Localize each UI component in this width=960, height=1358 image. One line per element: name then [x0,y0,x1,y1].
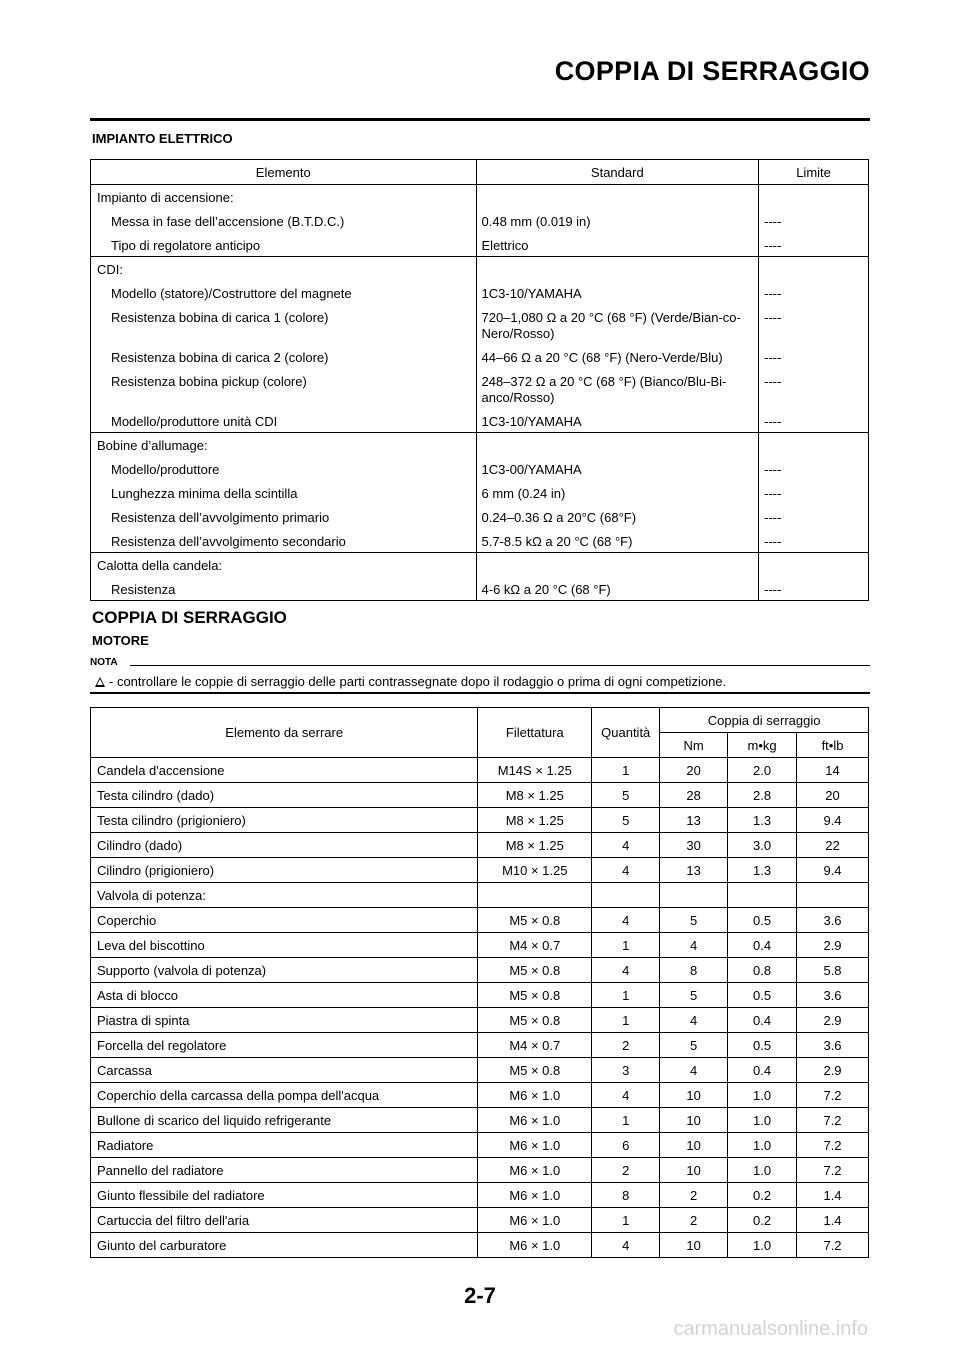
cell-item: CDI: [91,257,477,281]
cell-thread: M6 × 1.0 [478,1133,592,1158]
cell-part: Testa cilindro (dado) [91,783,478,808]
cell-item: Lunghezza minima della scintilla [91,481,477,505]
table-row [91,209,869,233]
table-row [91,808,869,833]
cell-ftlb: 7.2 [797,1108,869,1133]
table-row [91,933,869,958]
cell-qty: 4 [592,1233,660,1258]
cell-thread: M8 × 1.25 [478,783,592,808]
cell-mkg: 0.2 [728,1208,797,1233]
cell-nm: 10 [660,1083,728,1108]
cell-mkg [728,883,797,908]
cell-ftlb [797,883,869,908]
cell-mkg: 0.5 [728,983,797,1008]
cell-limit: ---- [759,305,869,345]
cell-part: Supporto (valvola di potenza) [91,958,478,983]
cell-mkg: 0.5 [728,1033,797,1058]
cell-ftlb: 5.8 [797,958,869,983]
table-row [91,345,869,369]
column-header-nm: Nm [660,733,728,758]
cell-qty: 8 [592,1183,660,1208]
cell-standard [476,433,759,457]
cell-item: Resistenza [91,577,477,601]
cell-nm: 5 [660,908,728,933]
watermark: carmanualsonline.info [673,1318,868,1340]
table-row [91,505,869,529]
cell-qty: 4 [592,858,660,883]
column-header-mkg: m•kg [728,733,797,758]
cell-mkg: 0.4 [728,1058,797,1083]
cell-thread: M6 × 1.0 [478,1108,592,1133]
cell-part: Cartuccia del filtro dell'aria [91,1208,478,1233]
cell-ftlb: 1.4 [797,1183,869,1208]
cell-mkg: 0.4 [728,1008,797,1033]
cell-mkg: 1.0 [728,1108,797,1133]
table-row [91,983,869,1008]
cell-ftlb: 9.4 [797,858,869,883]
cell-ftlb: 2.9 [797,933,869,958]
cell-mkg: 3.0 [728,833,797,858]
cell-qty: 1 [592,1108,660,1133]
cell-qty: 4 [592,958,660,983]
cell-mkg: 1.0 [728,1233,797,1258]
table-row [91,1008,869,1033]
cell-limit [759,553,869,577]
note [95,674,726,689]
cell-limit [759,185,869,209]
cell-limit: ---- [759,281,869,305]
cell-ftlb: 3.6 [797,908,869,933]
cell-ftlb: 7.2 [797,1158,869,1183]
cell-thread: M6 × 1.0 [478,1208,592,1233]
cell-mkg: 2.0 [728,758,797,783]
cell-limit [759,257,869,281]
cell-mkg: 1.0 [728,1133,797,1158]
cell-nm: 13 [660,858,728,883]
cell-thread: M6 × 1.0 [478,1158,592,1183]
cell-standard [476,553,759,577]
cell-item: Impianto di accensione: [91,185,477,209]
table-row [91,433,869,457]
cell-thread: M14S × 1.25 [478,758,592,783]
engine-subheading: MOTORE [92,633,149,648]
table-row [91,1058,869,1083]
cell-limit: ---- [759,577,869,601]
cell-standard [476,185,759,209]
cell-limit: ---- [759,209,869,233]
cell-thread: M5 × 0.8 [478,908,592,933]
cell-ftlb: 3.6 [797,983,869,1008]
table-row [91,481,869,505]
cell-item: Modello (statore)/Costruttore del magnete [91,281,477,305]
cell-thread: M6 × 1.0 [478,1183,592,1208]
column-header-part: Elemento da serrare [91,708,478,758]
cell-nm: 4 [660,1008,728,1033]
cell-mkg: 2.8 [728,783,797,808]
cell-part: Asta di blocco [91,983,478,1008]
cell-nm: 4 [660,933,728,958]
cell-nm: 8 [660,958,728,983]
table-header-row [91,160,869,185]
column-header-standard: Standard [476,160,759,185]
table-row [91,457,869,481]
table-row [91,908,869,933]
cell-qty: 1 [592,983,660,1008]
cell-thread: M8 × 1.25 [478,808,592,833]
cell-ftlb: 1.4 [797,1208,869,1233]
cell-qty: 4 [592,1083,660,1108]
cell-thread: M5 × 0.8 [478,958,592,983]
cell-limit: ---- [759,529,869,553]
cell-thread: M6 × 1.0 [478,1083,592,1108]
table-row [91,257,869,281]
cell-part: Valvola di potenza: [91,883,478,908]
cell-standard: 1C3-10/YAMAHA [476,281,759,305]
cell-part: Piastra di spinta [91,1008,478,1033]
note-text: - controllare le coppie di serraggio delle parti contrassegnate dopo il rodaggio o prima di ogni competizione. [109,674,727,689]
cell-part: Forcella del regolatore [91,1033,478,1058]
cell-part: Candela d'accensione [91,758,478,783]
cell-qty: 4 [592,833,660,858]
table-row [91,1033,869,1058]
torque-heading: COPPIA DI SERRAGGIO [92,608,287,627]
cell-item: Modello/produttore unità CDI [91,409,477,433]
cell-standard: 720–1,080 Ω a 20 °C (68 °F) (Verde/Bian-co-Nero/Rosso) [476,305,759,345]
column-header-ftlb: ft•lb [797,733,869,758]
cell-thread [478,883,592,908]
cell-item: Tipo di regolatore anticipo [91,233,477,257]
table-row [91,409,869,433]
table-row [91,185,869,209]
cell-thread: M4 × 0.7 [478,933,592,958]
cell-nm: 5 [660,983,728,1008]
cell-mkg: 0.4 [728,933,797,958]
cell-item: Modello/produttore [91,457,477,481]
table-row [91,883,869,908]
cell-mkg: 1.3 [728,808,797,833]
note-rule-top [130,665,870,666]
cell-limit: ---- [759,369,869,409]
cell-qty: 2 [592,1158,660,1183]
cell-qty: 4 [592,908,660,933]
cell-thread: M10 × 1.25 [478,858,592,883]
cell-part: Coperchio della carcassa della pompa dell'acqua [91,1083,478,1108]
table-row [91,553,869,577]
cell-thread: M4 × 0.7 [478,1033,592,1058]
table-row [91,833,869,858]
torque-table [90,707,869,1258]
cell-item: Bobine d’allumage: [91,433,477,457]
table-row [91,758,869,783]
cell-part: Pannello del radiatore [91,1158,478,1183]
table-row [91,1208,869,1233]
cell-part: Testa cilindro (prigioniero) [91,808,478,833]
table-row [91,783,869,808]
cell-limit [759,433,869,457]
table-row [91,529,869,553]
cell-part: Cilindro (prigioniero) [91,858,478,883]
table-row [91,958,869,983]
cell-standard: 1C3-00/YAMAHA [476,457,759,481]
cell-mkg: 1.0 [728,1083,797,1108]
cell-qty: 5 [592,783,660,808]
cell-standard: 0.24–0.36 Ω a 20°C (68°F) [476,505,759,529]
cell-thread: M5 × 0.8 [478,1008,592,1033]
cell-nm: 10 [660,1158,728,1183]
cell-nm [660,883,728,908]
table-row [91,281,869,305]
cell-nm: 13 [660,808,728,833]
cell-qty: 1 [592,1208,660,1233]
table-row [91,1158,869,1183]
cell-standard: 5.7-8.5 kΩ a 20 °C (68 °F) [476,529,759,553]
page-header-title: COPPIA DI SERRAGGIO [554,56,870,86]
cell-qty: 1 [592,1008,660,1033]
cell-thread: M6 × 1.0 [478,1233,592,1258]
cell-item: Resistenza bobina di carica 2 (colore) [91,345,477,369]
cell-nm: 10 [660,1133,728,1158]
cell-nm: 10 [660,1233,728,1258]
cell-part: Carcassa [91,1058,478,1083]
cell-qty: 6 [592,1133,660,1158]
cell-limit: ---- [759,481,869,505]
cell-thread: M8 × 1.25 [478,833,592,858]
cell-standard: Elettrico [476,233,759,257]
cell-thread: M5 × 0.8 [478,983,592,1008]
table-row [91,1183,869,1208]
cell-mkg: 0.5 [728,908,797,933]
cell-qty: 1 [592,758,660,783]
cell-part: Giunto flessibile del radiatore [91,1183,478,1208]
cell-standard: 248–372 Ω a 20 °C (68 °F) (Bianco/Blu-Bi-anco/Rosso) [476,369,759,409]
column-header-qty: Quantità [592,708,660,758]
column-header-limit: Limite [759,160,869,185]
table-row [91,1133,869,1158]
cell-ftlb: 20 [797,783,869,808]
torque-table-body [91,758,869,1258]
cell-standard [476,257,759,281]
cell-mkg: 1.3 [728,858,797,883]
table-row [91,233,869,257]
cell-ftlb: 7.2 [797,1133,869,1158]
table-row [91,1233,869,1258]
cell-limit: ---- [759,345,869,369]
cell-ftlb: 7.2 [797,1233,869,1258]
cell-nm: 10 [660,1108,728,1133]
cell-mkg: 0.2 [728,1183,797,1208]
cell-item: Resistenza bobina di carica 1 (colore) [91,305,477,345]
cell-item: Resistenza dell’avvolgimento primario [91,505,477,529]
header-rule [90,118,870,121]
table-row [91,1083,869,1108]
triangle-mark-icon [95,677,105,687]
cell-part: Leva del biscottino [91,933,478,958]
cell-nm: 5 [660,1033,728,1058]
cell-item: Messa in fase dell’accensione (B.T.D.C.) [91,209,477,233]
table-row [91,305,869,345]
cell-ftlb: 7.2 [797,1083,869,1108]
cell-part: Bullone di scarico del liquido refrigerante [91,1108,478,1133]
cell-item: Calotta della candela: [91,553,477,577]
cell-ftlb: 14 [797,758,869,783]
cell-ftlb: 22 [797,833,869,858]
page-number: 2-7 [464,1283,496,1308]
cell-qty: 1 [592,933,660,958]
note-label: NOTA [90,657,118,668]
cell-nm: 30 [660,833,728,858]
table-row [91,1108,869,1133]
cell-qty: 5 [592,808,660,833]
cell-qty [592,883,660,908]
cell-standard: 4-6 kΩ a 20 °C (68 °F) [476,577,759,601]
cell-ftlb: 2.9 [797,1058,869,1083]
cell-ftlb: 9.4 [797,808,869,833]
cell-qty: 2 [592,1033,660,1058]
table-header-row [91,708,869,733]
cell-nm: 28 [660,783,728,808]
cell-standard: 44–66 Ω a 20 °C (68 °F) (Nero-Verde/Blu) [476,345,759,369]
cell-qty: 3 [592,1058,660,1083]
column-header-element: Elemento [91,160,477,185]
cell-part: Radiatore [91,1133,478,1158]
table-row [91,858,869,883]
cell-limit: ---- [759,409,869,433]
note-rule-bottom [90,692,870,694]
cell-standard: 6 mm (0.24 in) [476,481,759,505]
column-header-thread: Filettatura [478,708,592,758]
cell-standard: 1C3-10/YAMAHA [476,409,759,433]
cell-limit: ---- [759,505,869,529]
cell-ftlb: 2.9 [797,1008,869,1033]
electrical-spec-table [90,159,869,601]
cell-nm: 2 [660,1208,728,1233]
table-row [91,369,869,409]
cell-mkg: 0.8 [728,958,797,983]
cell-part: Cilindro (dado) [91,833,478,858]
cell-limit: ---- [759,457,869,481]
cell-ftlb: 3.6 [797,1033,869,1058]
cell-nm: 20 [660,758,728,783]
electrical-heading: IMPIANTO ELETTRICO [92,131,233,146]
cell-mkg: 1.0 [728,1158,797,1183]
cell-part: Coperchio [91,908,478,933]
cell-item: Resistenza dell’avvolgimento secondario [91,529,477,553]
table-row [91,577,869,601]
cell-thread: M5 × 0.8 [478,1058,592,1083]
column-header-torque: Coppia di serraggio [660,708,869,733]
cell-standard: 0.48 mm (0.019 in) [476,209,759,233]
cell-limit: ---- [759,233,869,257]
cell-nm: 4 [660,1058,728,1083]
cell-nm: 2 [660,1183,728,1208]
cell-part: Giunto del carburatore [91,1233,478,1258]
cell-item: Resistenza bobina pickup (colore) [91,369,477,409]
